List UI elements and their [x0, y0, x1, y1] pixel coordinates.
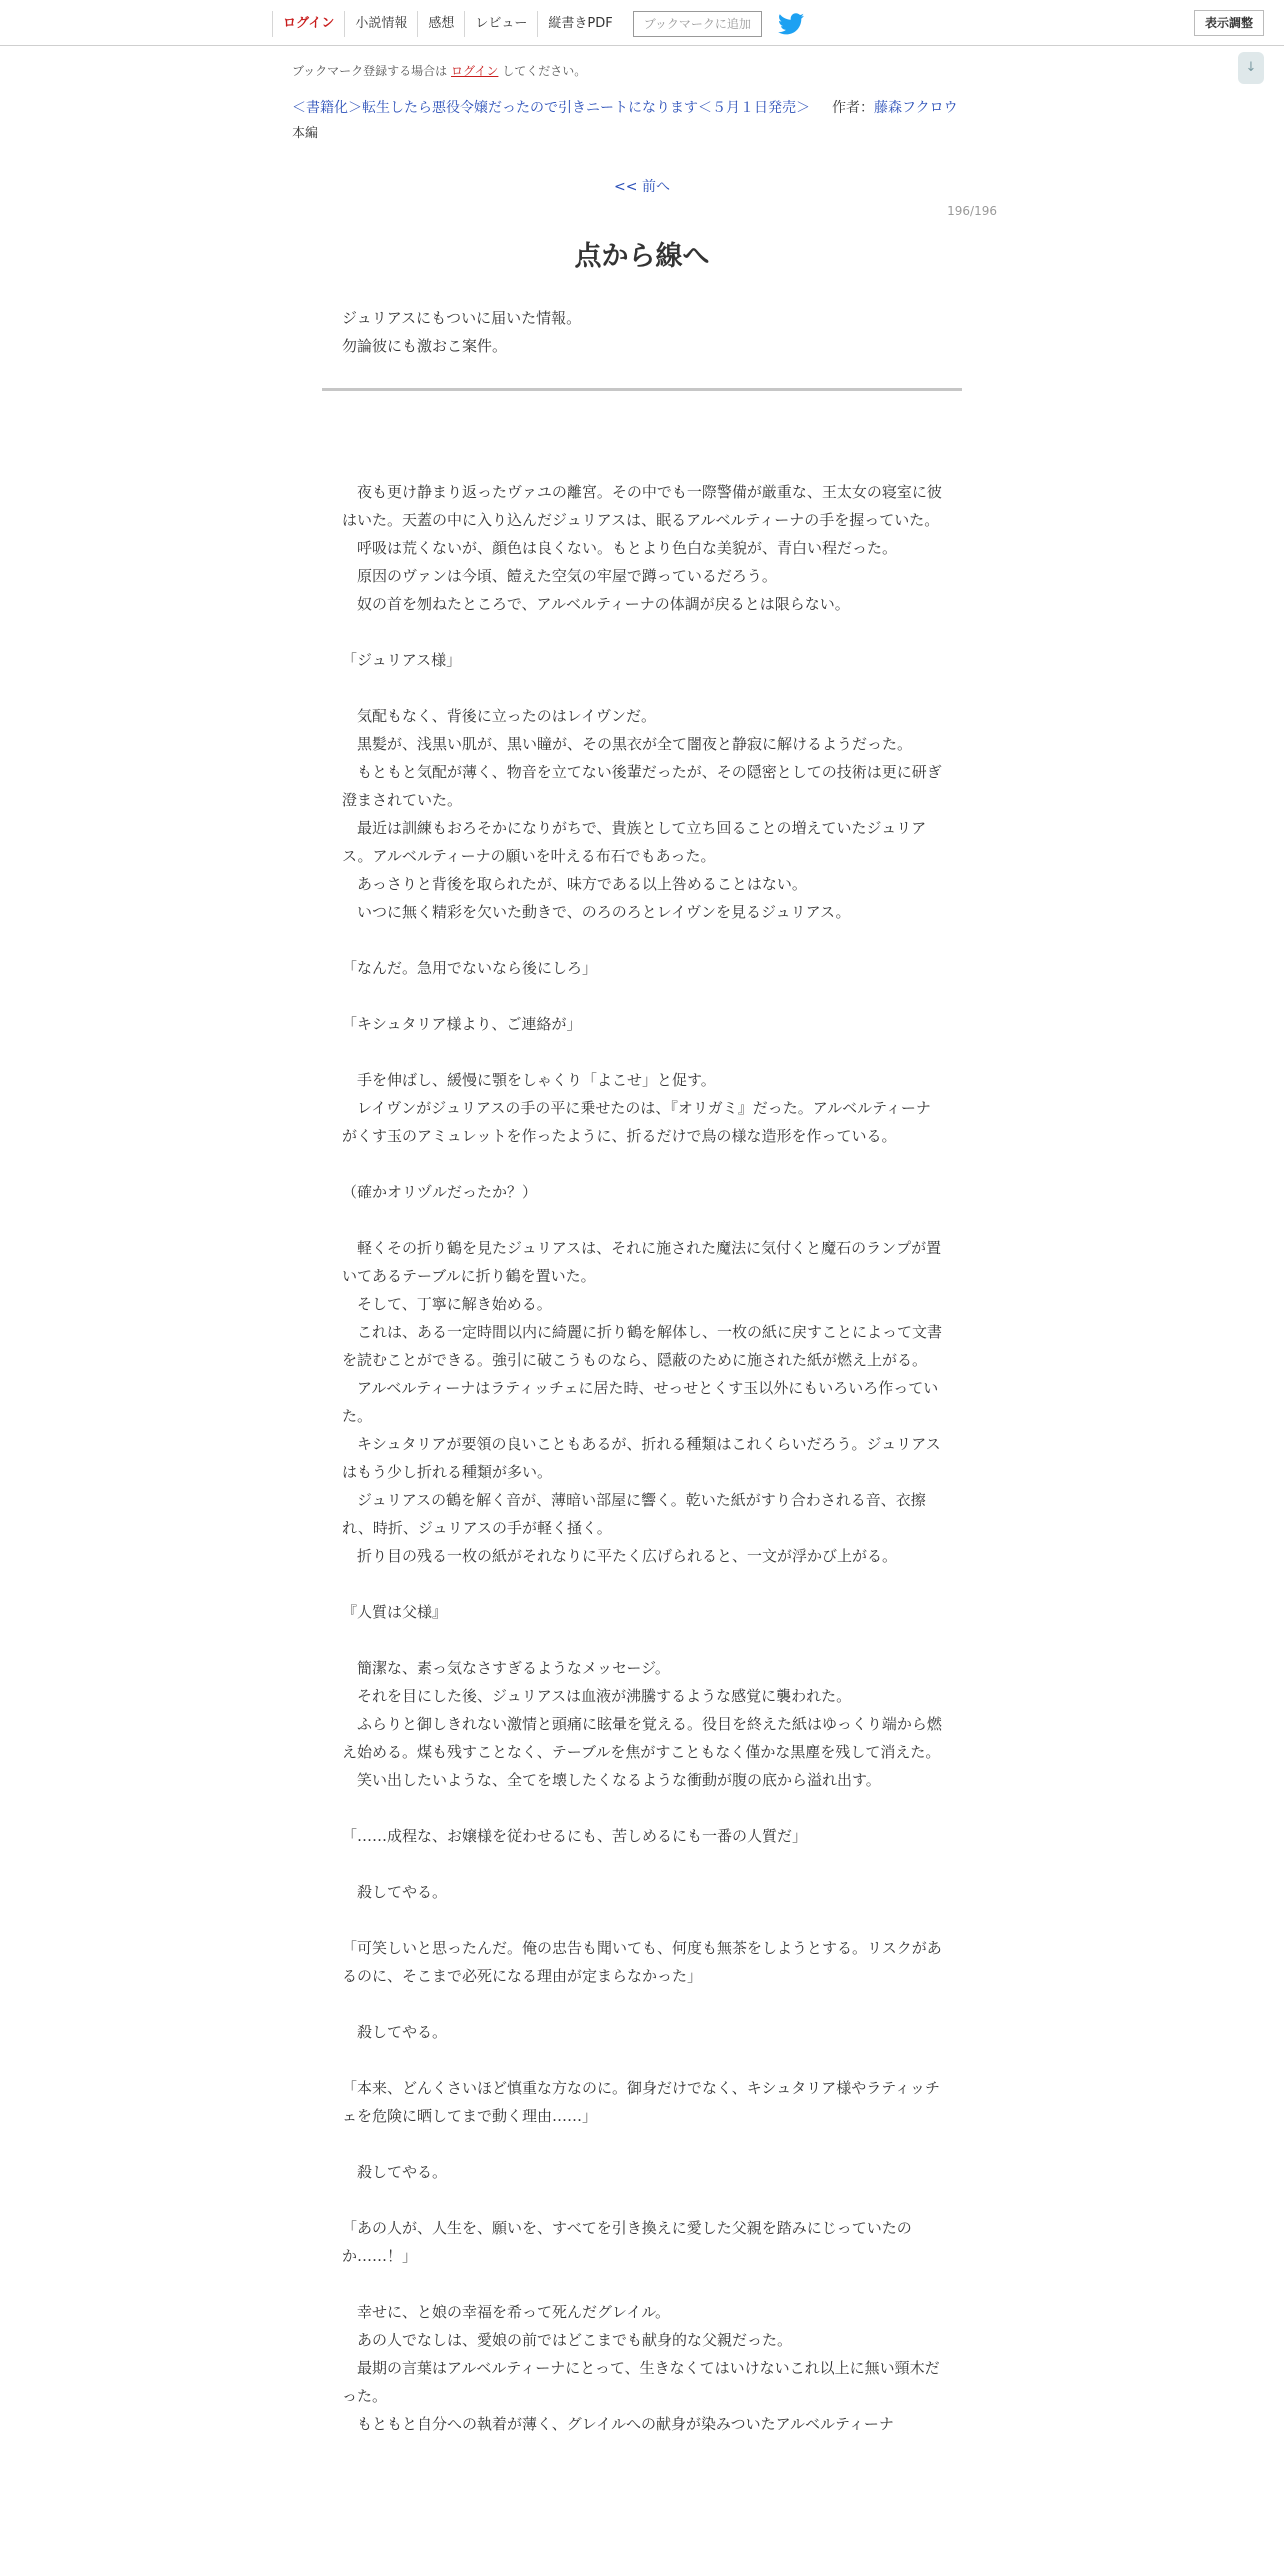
body-paragraph: 簡潔な、素っ気なさすぎるようなメッセージ。	[342, 1659, 670, 1677]
body-paragraph: 殺してやる。	[342, 2023, 448, 2041]
nav-review-link[interactable]: レビュー	[464, 11, 537, 37]
preface-line: 勿論彼にも激おこ案件。	[342, 337, 508, 355]
chapter-title: 点から線へ	[574, 241, 710, 272]
body-paragraph: 折り目の残る一枚の紙がそれなりに平たく広げられると、一文が浮かび上がる。	[342, 1547, 898, 1565]
body-paragraph	[342, 1150, 942, 1178]
body-paragraph: これは、ある一定時間以内に綺麗に折り鶴を解体し、一枚の紙に戻すことによって文書を読むことができる。強引に破こうものなら、隠蔽のために施された紙が燃え上がる。	[342, 1323, 943, 1369]
preface-divider	[322, 388, 962, 391]
body-paragraph	[342, 982, 942, 1010]
body-paragraph: 「可笑しいと思ったんだ。俺の忠告も聞いても、何度も無茶をしようとする。リスクがあるのに、そこまで必死になる理由が定まらなかった」	[342, 1939, 942, 1985]
previous-page-link[interactable]: << 前へ	[614, 179, 670, 195]
body-paragraph: 殺してやる。	[342, 1883, 448, 1901]
body-paragraph: 最期の言葉はアルベルティーナにとって、生きなくてはいけないこれ以上に無い頸木だった。	[342, 2359, 940, 2405]
body-paragraph	[342, 1206, 942, 1234]
chapter-body	[342, 478, 942, 2438]
body-paragraph: キシュタリアが要領の良いこともあるが、折れる種類はこれくらいだろう。ジュリアスはもう少し折れる種類が多い。	[342, 1435, 941, 1481]
main-nav	[272, 10, 804, 38]
top-navigation-bar	[0, 0, 1284, 46]
body-paragraph: 軽くその折り鶴を見たジュリアスは、それに施された魔法に気付くと魔石のランプが置いてあるテーブルに折り鶴を置いた。	[342, 1239, 942, 1285]
nav-vertical-pdf-link[interactable]: 縦書きPDF	[537, 11, 622, 37]
series-info	[292, 97, 958, 117]
body-paragraph: 『人質は父様』	[342, 1603, 448, 1621]
body-paragraph	[342, 674, 942, 702]
author-name-link[interactable]: 藤森フクロウ	[874, 100, 958, 116]
bookmark-login-notice	[292, 62, 586, 79]
body-paragraph: 手を伸ばし、緩慢に顎をしゃくり「よこせ」と促す。	[342, 1071, 716, 1089]
body-paragraph: 奴の首を刎ねたところで、アルベルティーナの体調が戻るとは限らない。	[342, 595, 850, 613]
scroll-down-arrow-icon[interactable]: ↓	[1238, 52, 1264, 84]
body-paragraph: 笑い出したいような、全てを壊したくなるような衝動が腹の底から溢れ出す。	[342, 1771, 881, 1789]
chapter-preface	[342, 304, 942, 360]
chapter-group-label: 本編	[292, 126, 319, 141]
body-paragraph: もともと気配が薄く、物音を立てない後輩だったが、その隠密としての技術は更に研ぎ澄まされていた。	[342, 763, 942, 809]
body-paragraph	[342, 1906, 942, 1934]
body-paragraph	[342, 2046, 942, 2074]
display-settings-button[interactable]: 表示調整	[1194, 10, 1264, 36]
series-title-link[interactable]: ＜書籍化＞転生したら悪役令嬢だったので引きニートになります＜５月１日発売＞	[292, 100, 810, 116]
body-paragraph: 原因のヴァンは今頃、饐えた空気の牢屋で蹲っているだろう。	[342, 567, 777, 585]
body-paragraph: 黒髪が、浅黒い肌が、黒い瞳が、その黒衣が全て闇夜と静寂に解けるようだった。	[342, 735, 913, 753]
body-paragraph: レイヴンがジュリアスの手の平に乗せたのは、『オリガミ』だった。アルベルティーナがくす玉のアミュレットを作ったように、折るだけで鳥の様な造形を作っている。	[342, 1099, 931, 1145]
nav-novel-info-link[interactable]: 小説情報	[344, 11, 417, 37]
body-paragraph	[342, 1990, 942, 2018]
body-paragraph: 呼吸は荒くないが、顔色は良くない。もとより色白な美貌が、青白い程だった。	[342, 539, 898, 557]
body-paragraph: そして、丁寧に解き始める。	[342, 1295, 552, 1313]
body-paragraph: 「……成程な、お嬢様を従わせるにも、苦しめるにも一番の人質だ」	[342, 1827, 808, 1845]
body-paragraph: 「キシュタリア様より、ご連絡が」	[342, 1015, 582, 1033]
body-paragraph: 気配もなく、背後に立ったのはレイヴンだ。	[342, 707, 656, 725]
body-paragraph	[342, 1794, 942, 1822]
body-paragraph: もともと自分への執着が薄く、グレイルへの献身が染みついたアルベルティーナ	[342, 2415, 894, 2433]
body-paragraph: 「本来、どんくさいほど慎重な方なのに。御身だけでなく、キシュタリア様やラティッチェを危険に晒してまで動く理由……」	[342, 2079, 941, 2125]
body-paragraph	[342, 1570, 942, 1598]
body-paragraph: あの人でなしは、愛娘の前ではどこまでも献身的な父親だった。	[342, 2331, 793, 2349]
add-bookmark-button[interactable]: ブックマークに追加	[633, 11, 762, 37]
body-paragraph	[342, 1626, 942, 1654]
twitter-bird-icon[interactable]	[778, 13, 804, 35]
body-paragraph: 殺してやる。	[342, 2163, 448, 2181]
body-paragraph	[342, 1850, 942, 1878]
body-paragraph: いつに無く精彩を欠いた動きで、のろのろとレイヴンを見るジュリアス。	[342, 903, 851, 921]
bookmark-notice-prefix: ブックマーク登録する場合は	[292, 64, 448, 78]
body-paragraph	[342, 926, 942, 954]
body-paragraph	[342, 618, 942, 646]
body-paragraph: 「ジュリアス様」	[342, 651, 462, 669]
body-paragraph: あっさりと背後を取られたが、味方である以上咎めることはない。	[342, 875, 807, 893]
body-paragraph: 「あの人が、人生を、願いを、すべてを引き換えに愛した父親を踏みにじっていたのか……！」	[342, 2219, 912, 2265]
body-paragraph: 最近は訓練もおろそかになりがちで、貴族として立ち回ることの増えていたジュリアス。アルベルティーナの願いを叶える布石でもあった。	[342, 819, 927, 865]
bookmark-notice-suffix: してください。	[502, 64, 587, 78]
body-paragraph	[342, 2186, 942, 2214]
body-paragraph: それを目にした後、ジュリアスは血液が沸騰するような感覚に襲われた。	[342, 1687, 852, 1705]
bookmark-notice-login-link[interactable]: ログイン	[451, 64, 499, 78]
body-paragraph	[342, 1038, 942, 1066]
page-number: 196/196	[947, 204, 997, 218]
author-label: 作者：	[832, 100, 874, 116]
body-paragraph: ふらりと御しきれない激情と頭痛に眩暈を覚える。役目を終えた紙はゆっくり端から燃え始める。煤も残すことなく、テーブルを焦がすこともなく僅かな黒塵を残して消えた。	[342, 1715, 942, 1761]
body-paragraph: ジュリアスの鶴を解く音が、薄暗い部屋に響く。乾いた紙がすり合わされる音、衣擦れ、時折、ジュリアスの手が軽く掻く。	[342, 1491, 926, 1537]
nav-impressions-link[interactable]: 感想	[417, 11, 464, 37]
body-paragraph	[342, 2270, 942, 2298]
body-paragraph	[342, 2130, 942, 2158]
body-paragraph: 夜も更け静まり返ったヴァユの離宮。その中でも一際警備が厳重な、王太女の寝室に彼はいた。天蓋の中に入り込んだジュリアスは、眠るアルベルティーナの手を握っていた。	[342, 483, 942, 529]
body-paragraph: 幸せに、と娘の幸福を希って死んだグレイル。	[342, 2303, 671, 2321]
body-paragraph: 「なんだ。急用でないなら後にしろ」	[342, 959, 598, 977]
preface-line: ジュリアスにもついに届いた情報。	[342, 309, 582, 327]
body-paragraph: アルベルティーナはラティッチェに居た時、せっせとくす玉以外にもいろいろ作っていた。	[342, 1379, 939, 1425]
nav-login-link[interactable]: ログイン	[272, 11, 344, 37]
body-paragraph: （確かオリヅルだったか？）	[342, 1183, 538, 1201]
